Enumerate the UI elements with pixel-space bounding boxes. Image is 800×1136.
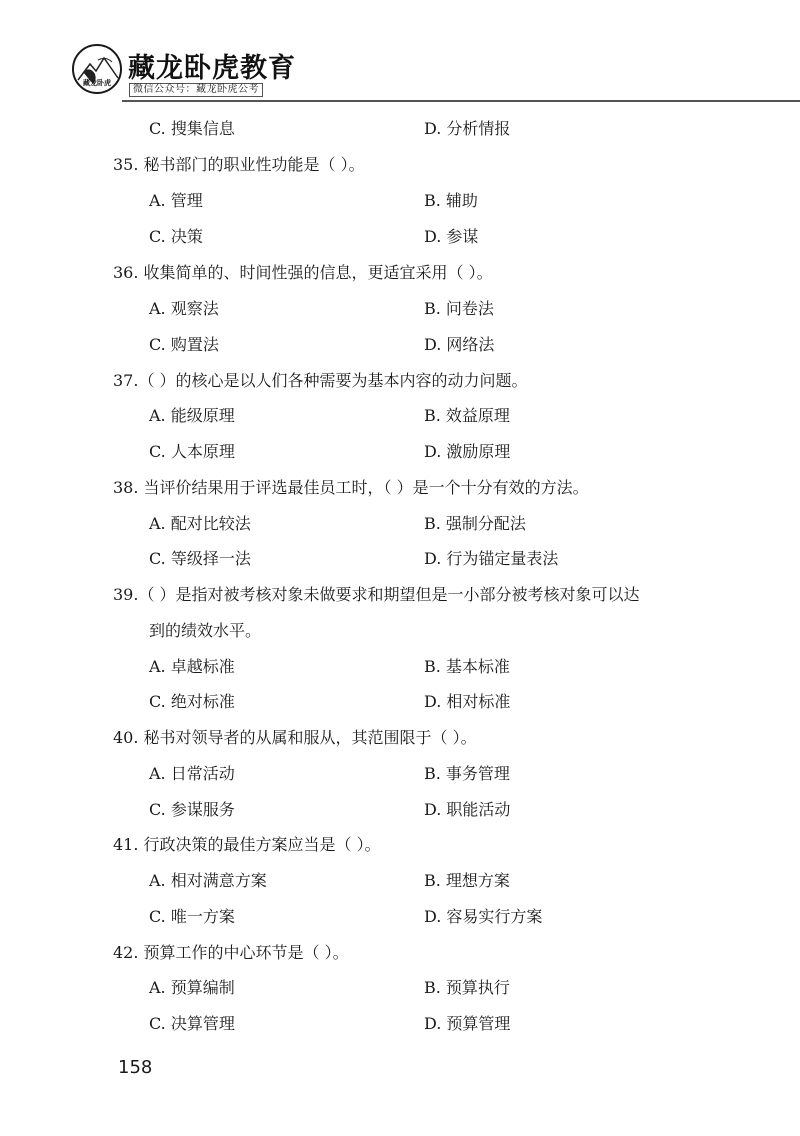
- option-b: B. 理想方案: [424, 871, 510, 890]
- option-b: B. 事务管理: [424, 764, 510, 783]
- question-35: 35. 秘书部门的职业性功能是（ ）。: [113, 155, 365, 174]
- question-42: 42. 预算工作的中心环节是（ ）。: [113, 943, 349, 962]
- question-37: 37.（ ）的核心是以人们各种需要为基本内容的动力问题。: [113, 371, 528, 390]
- option-a: A. 观察法: [149, 299, 219, 318]
- logo-caption: 藏龙卧虎: [83, 79, 111, 87]
- option-c: C. 人本原理: [149, 442, 235, 461]
- option-a: A. 日常活动: [149, 764, 235, 783]
- question-39: 39.（ ）是指对被考核对象未做要求和期望但是一小部分被考核对象可以达: [113, 585, 640, 604]
- option-a: A. 预算编制: [149, 978, 235, 997]
- option-b: B. 效益原理: [424, 406, 510, 425]
- option-b: B. 问卷法: [424, 299, 494, 318]
- option-d: D. 分析情报: [424, 119, 511, 138]
- option-b: B. 强制分配法: [424, 514, 526, 533]
- option-c: C. 绝对标准: [149, 692, 235, 711]
- page-number: 158: [118, 1057, 153, 1078]
- option-d: D. 容易实行方案: [424, 907, 543, 926]
- option-b: B. 辅助: [424, 191, 478, 210]
- header-divider: [122, 100, 800, 102]
- brand-tagline: 微信公众号：藏龙卧虎公考: [129, 83, 263, 97]
- option-a: A. 相对满意方案: [149, 871, 267, 890]
- option-d: D. 预算管理: [424, 1014, 511, 1033]
- option-a: A. 管理: [149, 191, 203, 210]
- brand-title: 藏龙卧虎教育: [128, 53, 296, 84]
- option-c: C. 决策: [149, 227, 203, 246]
- page-header: [0, 0, 800, 104]
- option-b: B. 预算执行: [424, 978, 510, 997]
- option-b: B. 基本标准: [424, 657, 510, 676]
- option-c: C. 搜集信息: [149, 119, 235, 138]
- question-38: 38. 当评价结果用于评选最佳员工时，（ ）是一个十分有效的方法。: [113, 478, 589, 497]
- question-39-continued: 到的绩效水平。: [149, 621, 262, 640]
- option-c: C. 决算管理: [149, 1014, 235, 1033]
- option-c: C. 等级择一法: [149, 549, 251, 568]
- option-d: D. 激励原理: [424, 442, 511, 461]
- option-a: A. 能级原理: [149, 406, 235, 425]
- option-d: D. 职能活动: [424, 800, 511, 819]
- option-a: A. 卓越标准: [149, 657, 235, 676]
- option-a: A. 配对比较法: [149, 514, 251, 533]
- option-c: C. 参谋服务: [149, 800, 235, 819]
- question-36: 36. 收集简单的、时间性强的信息，更适宜采用（ ）。: [113, 263, 493, 282]
- option-c: C. 购置法: [149, 335, 219, 354]
- option-d: D. 参谋: [424, 227, 479, 246]
- option-d: D. 网络法: [424, 335, 495, 354]
- option-c: C. 唯一方案: [149, 907, 235, 926]
- option-d: D. 相对标准: [424, 692, 511, 711]
- question-40: 40. 秘书对领导者的从属和服从，其范围限于（ ）。: [113, 728, 477, 747]
- question-41: 41. 行政决策的最佳方案应当是（ ）。: [113, 835, 381, 854]
- logo: [72, 44, 122, 94]
- option-d: D. 行为锚定量表法: [424, 549, 559, 568]
